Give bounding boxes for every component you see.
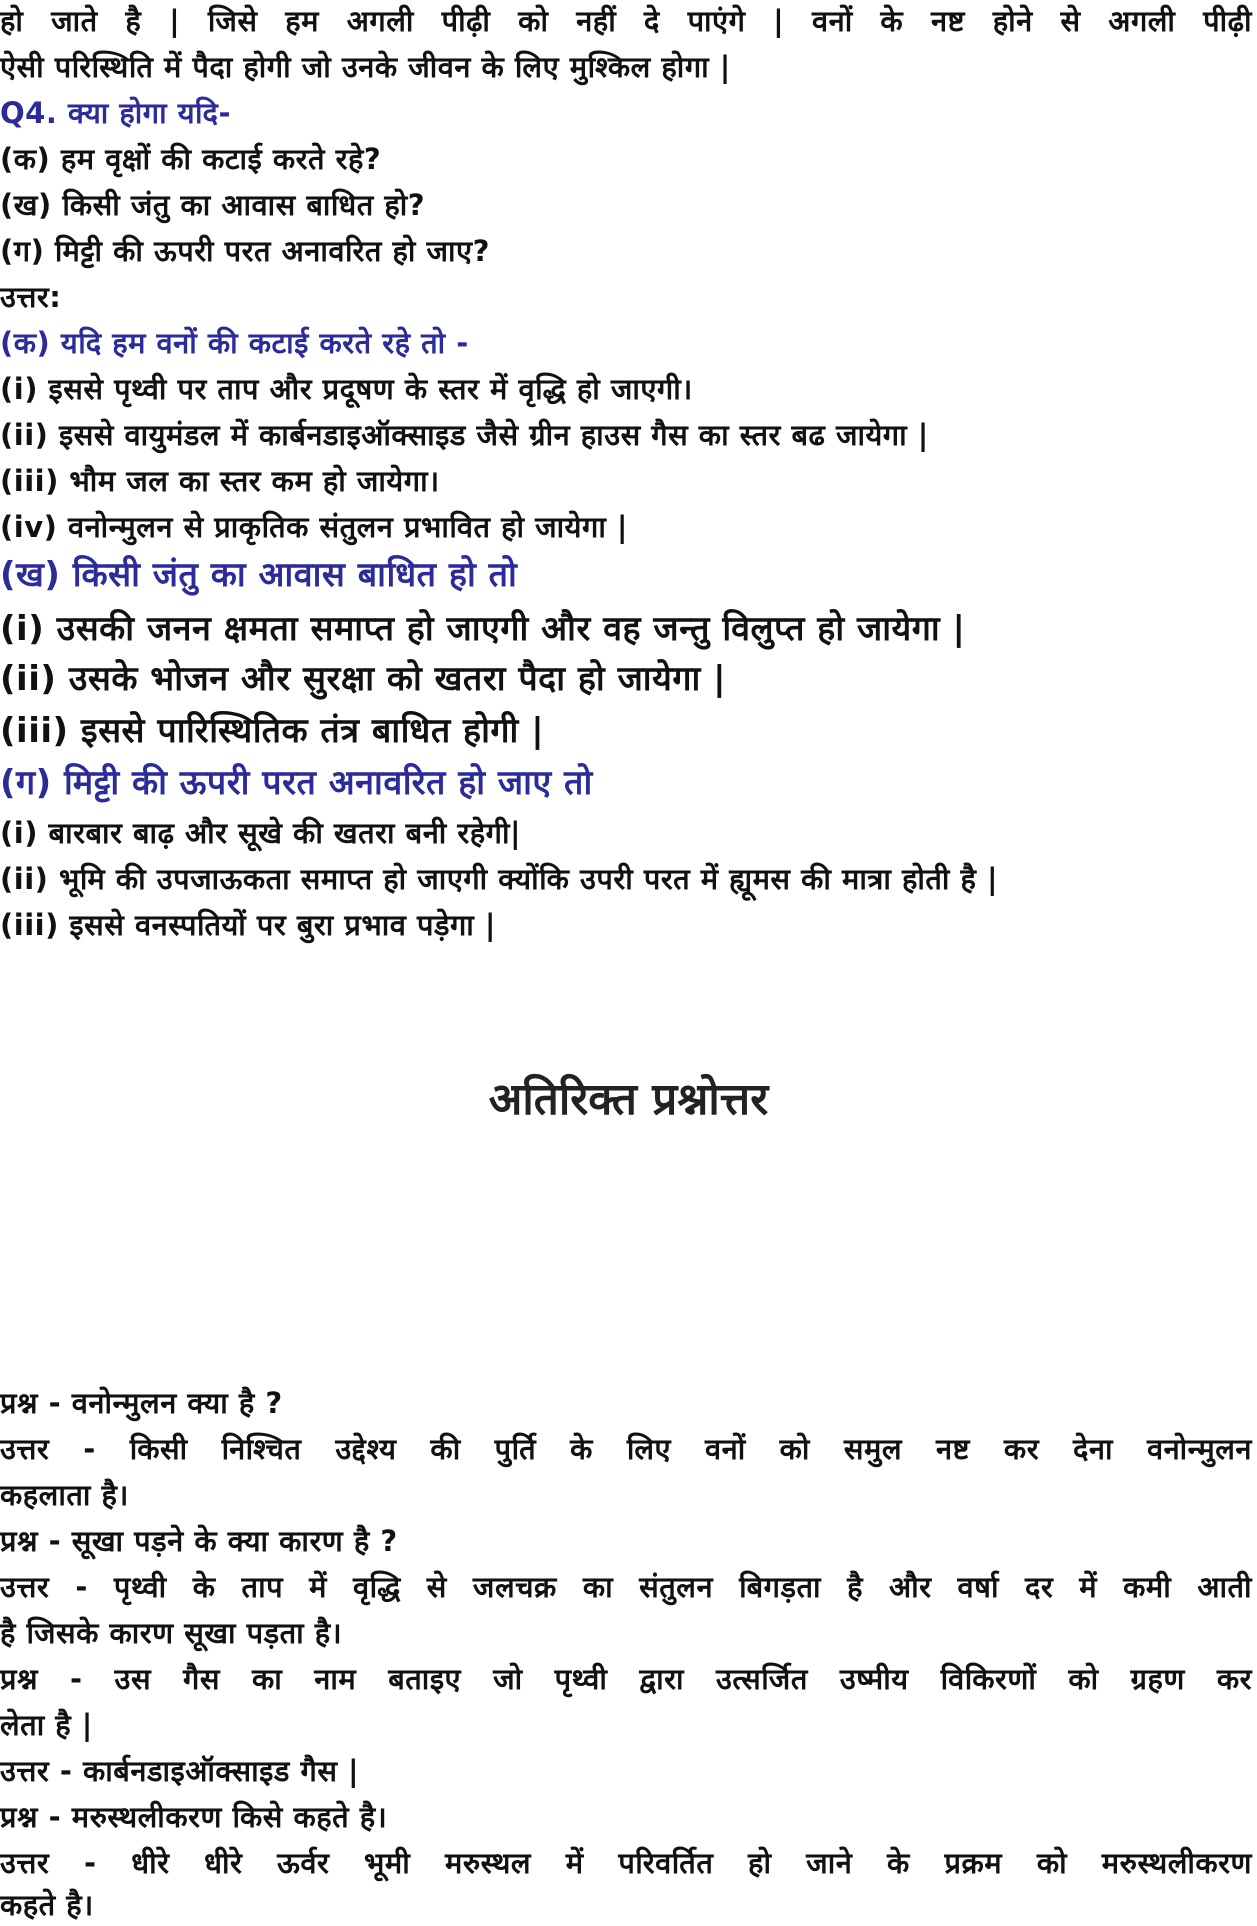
qa-line: उत्तर - कार्बनडाइऑक्साइड गैस |: [0, 1754, 360, 1788]
qa-line: प्रश्न - मरुस्थलीकरण किसे कहते है।: [0, 1800, 388, 1834]
answer-point: (iii) भौम जल का स्तर कम हो जायेगा।: [0, 464, 440, 498]
qa-line: कहते है।: [0, 1888, 94, 1922]
answer-point: (ii) इससे वायुमंडल में कार्बनडाइऑक्साइड जैसे ग्रीन हाउस गैस का स्तर बढ जायेगा |: [0, 418, 929, 452]
answer-point: (ii) उसके भोजन और सुरक्षा को खतरा पैदा हो जायेगा |: [0, 659, 727, 699]
question-part: (क) हम वृक्षों की कटाई करते रहे?: [0, 142, 382, 176]
answer-point: (i) इससे पृथ्वी पर ताप और प्रदूषण के स्तर में वृद्धि हो जाएगी।: [0, 372, 693, 406]
answer-point: (i) बारबार बाढ़ और सूखे की खतरा बनी रहेगी|: [0, 816, 522, 850]
text-line: ऐसी परिस्थिति में पैदा होगी जो उनके जीवन के लिए मुश्किल होगा |: [0, 50, 731, 84]
section-heading: अतिरिक्त प्रश्नोत्तर: [488, 1074, 769, 1125]
qa-line: प्रश्न - सूखा पड़ने के क्या कारण है ?: [0, 1524, 398, 1558]
qa-line: उत्तर - पृथ्वी के ताप में वृद्धि से जलचक्र का संतुलन बिगड़ता है और वर्षा दर में कमी आती: [0, 1570, 1252, 1604]
answer-point: (i) उसकी जनन क्षमता समाप्त हो जाएगी और वह जन्तु विलुप्त हो जायेगा |: [0, 609, 966, 649]
answer-section-heading: (क) यदि हम वनों की कटाई करते रहे तो -: [0, 326, 469, 360]
text-line: हो जाते है | जिसे हम अगली पीढ़ी को नहीं दे पाएंगे | वनों के नष्ट होने से अगली पीढ़ी: [0, 4, 1252, 38]
qa-line: है जिसके कारण सूखा पड़ता है।: [0, 1616, 343, 1650]
answer-point: (iii) इससे पारिस्थितिक तंत्र बाधित होगी |: [0, 711, 545, 751]
answer-point: (iv) वनोन्मुलन से प्राकृतिक संतुलन प्रभावित हो जायेगा |: [0, 510, 629, 544]
question-title: Q4. क्या होगा यदि-: [0, 96, 231, 130]
qa-line: उत्तर - किसी निश्चित उद्देश्य की पुर्ति के लिए वनों को समुल नष्ट कर देना वनोन्मुलन: [0, 1432, 1252, 1466]
answer-label: उत्तर:: [0, 280, 62, 314]
question-part: (ख) किसी जंतु का आवास बाधित हो?: [0, 188, 426, 222]
qa-line: लेता है |: [0, 1708, 93, 1742]
answer-point: (iii) इससे वनस्पतियों पर बुरा प्रभाव पड़ेगा |: [0, 908, 496, 942]
qa-line: उत्तर - धीरे धीरे ऊर्वर भूमी मरुस्थल में परिवर्तित हो जाने के प्रक्रम को मरुस्थलीकरण: [0, 1846, 1252, 1880]
question-part: (ग) मिट्टी की ऊपरी परत अनावरित हो जाए?: [0, 234, 490, 268]
qa-line: कहलाता है।: [0, 1478, 129, 1512]
answer-point: (ii) भूमि की उपजाऊकता समाप्त हो जाएगी क्योंकि उपरी परत में ह्यूमस की मात्रा होती है |: [0, 862, 999, 896]
qa-line: प्रश्न - वनोन्मुलन क्या है ?: [0, 1386, 283, 1420]
answer-section-heading: (ग) मिट्टी की ऊपरी परत अनावरित हो जाए तो: [0, 763, 593, 803]
qa-line: प्रश्न - उस गैस का नाम बताइए जो पृथ्वी द्वारा उत्सर्जित उष्मीय विकिरणों को ग्रहण कर: [0, 1662, 1252, 1696]
answer-section-heading: (ख) किसी जंतु का आवास बाधित हो तो: [0, 555, 518, 595]
